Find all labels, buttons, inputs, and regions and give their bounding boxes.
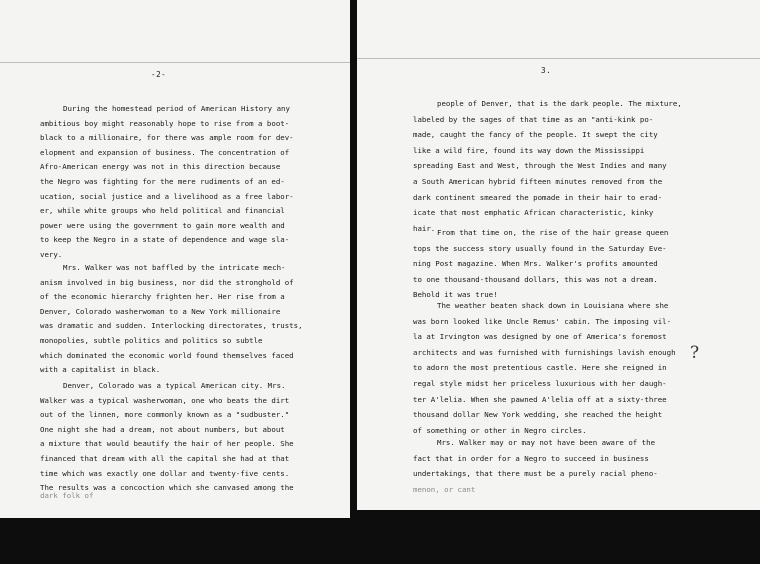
- text-line: elopment and expansion of business. The concentration of: [40, 147, 290, 157]
- text-line: black to a millionaire, for there was ample room for dev-: [40, 133, 294, 143]
- text-line: Denver, Colorado was a typical American city. Mrs.: [63, 381, 286, 390]
- text-line: ucation, social justice and a livelihood as a free labor-: [40, 191, 294, 201]
- text-line: ning Post magazine. When Mrs. Walker's profits amounted: [413, 259, 658, 269]
- text-line: thousand dollar New York wedding, she reached the height: [413, 410, 663, 420]
- text-line: power were using the government to gain more wealth and: [40, 220, 285, 230]
- text-line: Afro-American energy was not in this direction because: [40, 162, 281, 172]
- text-line: out of the linnen, more commonly known as a "sudbuster.": [40, 410, 290, 420]
- text-line: labeled by the sages of that time as an "anti-kink po-: [413, 114, 654, 124]
- page-top-edge: [357, 58, 760, 59]
- text-line: hair.: [413, 223, 436, 233]
- text-line: like a wild fire, found its way down the Mississippi: [413, 145, 645, 155]
- right-page: [357, 0, 760, 510]
- text-line: Mrs. Walker was not baffled by the intricate mech-: [63, 263, 286, 272]
- text-line: Walker was a typical washerwoman, one who beats the dirt: [40, 395, 290, 405]
- text-line: a mixture that would beautify the hair of her people. She: [40, 439, 294, 449]
- text-line: which dominated the economic world found themselves faced: [40, 350, 294, 360]
- text-line: financed that dream with all the capital she had at that: [40, 454, 290, 463]
- text-line: Mrs. Walker may or may not have been aware of the: [437, 438, 656, 447]
- text-line: the Negro was fighting for the mere rudiments of an ed-: [40, 177, 285, 186]
- text-line: of the economic hierarchy frighten her. Her rise from a: [40, 292, 285, 302]
- left-page: [0, 0, 350, 518]
- page-top-edge: [0, 62, 350, 63]
- text-line: architects and was furnished with furnishings lavish enough: [413, 347, 676, 357]
- footer-continuation-line: dark folk of: [40, 491, 94, 500]
- text-line: of something or other in Negro circles.: [413, 425, 587, 435]
- text-line: Denver, Colorado washerwoman to a New York millionaire: [40, 306, 281, 316]
- text-line: was dramatic and sudden. Interlocking directorates, trusts,: [40, 321, 303, 331]
- text-line: with a capitalist in black.: [40, 365, 161, 375]
- text-line: was born looked like Uncle Remus' cabin. The imposing vil-: [413, 316, 672, 326]
- text-line: The weather beaten shack down in Louisiana where she: [437, 301, 669, 310]
- text-line: anism involved in big business, nor did the stronghold of: [40, 277, 294, 287]
- text-line: tops the success story usually found in the Saturday Eve-: [413, 243, 667, 253]
- text-line: One night she had a dream, not about numbers, but about: [40, 424, 285, 434]
- footer-continuation-line: menon, or cant: [413, 485, 476, 494]
- text-line: From that time on, the rise of the hair grease queen: [437, 228, 669, 237]
- text-line: Behold it was true!: [413, 290, 498, 300]
- text-line: fact that in order for a Negro to succeed in business: [413, 453, 649, 463]
- text-line: dark continent smeared the pomade in their hair to erad-: [413, 192, 663, 202]
- text-line: ter A'lelia. When she pawned A'lelia off at a sixty-three: [413, 394, 667, 404]
- text-line: During the homestead period of American History any: [63, 104, 290, 113]
- text-line: to one thousand-thousand dollars, this was not a dream.: [413, 274, 658, 284]
- text-line: very.: [40, 250, 63, 259]
- text-line: monopolies, subtle politics and politics so subtle: [40, 336, 263, 345]
- text-line: to keep the Negro in a state of dependence and wage sla-: [40, 235, 290, 245]
- text-line: spreading East and West, through the West Indies and many: [413, 161, 667, 171]
- text-line: made, caught the fancy of the people. It swept the city: [413, 130, 658, 140]
- text-line: icate that most emphatic African characteristic, kinky: [413, 208, 654, 218]
- text-line: The results was a concoction which she canvased among the: [40, 483, 294, 493]
- text-line: a South American hybrid fifteen minutes removed from the: [413, 177, 663, 186]
- page-number: -2-: [151, 70, 167, 79]
- text-line: regal style midst her priceless luxurious with her daugh-: [413, 379, 667, 388]
- text-line: undertakings, that there must be a purely racial pheno-: [413, 469, 658, 479]
- text-line: people of Denver, that is the dark people. The mixture,: [437, 99, 682, 108]
- text-line: la at Irvington was designed by one of America's foremost: [413, 332, 667, 342]
- text-line: er, while white groups who held political and financial: [40, 206, 285, 216]
- text-line: to adorn the most pretentious castle. Here she reigned in: [413, 363, 667, 373]
- text-line: time which was exactly one dollar and twenty-five cents.: [40, 468, 290, 478]
- page-number: 3.: [541, 66, 552, 75]
- handwritten-question-mark: ?: [690, 343, 700, 363]
- text-line: ambitious boy might reasonably hope to rise from a boot-: [40, 118, 290, 128]
